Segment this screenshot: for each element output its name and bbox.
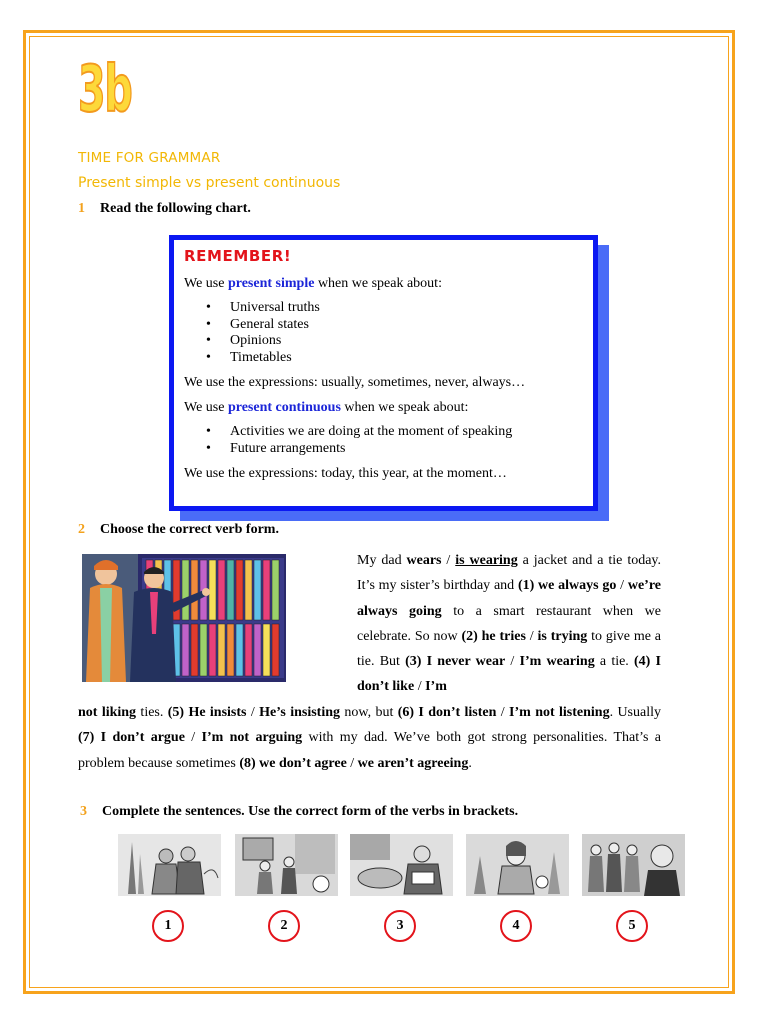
picture-number-2: 2 bbox=[268, 910, 300, 942]
exercise-2-text-bottom: not liking ties. (5) He insists / He’s insisting now, but (6) I don’t listen / I’m not listening. Usually (7) I don’t argue / I’m not arguing with my dad. We’ve both got strong personalities. That’s a problem because sometimes (8) we don’t agree / we aren’t agreeing. bbox=[78, 705, 662, 771]
option-5b[interactable]: He’s insisting bbox=[259, 705, 341, 720]
continuous-expressions: We use the expressions: today, this year, at the moment… bbox=[184, 466, 507, 481]
list-item: • Opinions bbox=[230, 333, 583, 350]
continuous-intro: We use present continuous when we speak about: bbox=[184, 400, 469, 415]
option-7a[interactable]: (7) I don’t argue bbox=[78, 730, 185, 746]
option-1b[interactable]: we’re always going bbox=[357, 578, 662, 619]
option-8a[interactable]: (8) we don’t agree bbox=[239, 755, 347, 771]
option-6a[interactable]: (6) I don’t listen bbox=[397, 705, 497, 720]
task-2-instruction: Choose the correct verb form. bbox=[100, 522, 279, 537]
option-wears[interactable]: wears bbox=[406, 553, 442, 568]
simple-intro: We use present simple when we speak about: bbox=[184, 276, 442, 291]
remember-box bbox=[169, 235, 598, 511]
picture-3-reading-man bbox=[350, 834, 453, 896]
picture-4-lab-girl bbox=[466, 834, 569, 896]
list-item: • General states bbox=[230, 317, 583, 334]
task-2-number: 2 bbox=[78, 522, 85, 537]
simple-uses-list bbox=[184, 300, 583, 366]
picture-1-paris-couple bbox=[118, 834, 221, 896]
simple-expressions: We use the expressions: usually, sometimes, never, always… bbox=[184, 375, 526, 390]
option-3a[interactable]: (3) I never wear bbox=[405, 654, 506, 670]
continuous-term: present continuous bbox=[227, 400, 341, 415]
option-4b-part2[interactable]: not liking bbox=[78, 705, 137, 720]
task-3-instruction: Complete the sentences. Use the correct form of the verbs in brackets. bbox=[102, 804, 519, 819]
picture-number-4: 4 bbox=[500, 910, 532, 942]
remember-title: REMEMBER! bbox=[184, 247, 292, 265]
task-2 bbox=[78, 522, 279, 538]
list-item: • Activities we are doing at the moment of speaking bbox=[230, 424, 583, 441]
section-heading: TIME FOR GRAMMAR bbox=[78, 150, 221, 166]
exercise-2-text-top: My dad wears / is wearing a jacket and a tie today. It’s my sister’s birthday and (1) we always go / we’re always going to a smart restaurant when we celebrate. So now (2) he tries / is trying to give me a tie. But (3) I never wear / I’m wearing a tie. (4) I don’t like / I’m bbox=[357, 553, 662, 695]
task-3-number: 3 bbox=[80, 804, 87, 819]
option-6b[interactable]: I’m not listening bbox=[509, 705, 610, 720]
list-item: • Future arrangements bbox=[230, 441, 583, 458]
list-item: • Universal truths bbox=[230, 300, 583, 317]
option-2a[interactable]: (2) he tries bbox=[461, 628, 526, 644]
option-4b-part1[interactable]: I’m bbox=[425, 679, 447, 695]
task-3 bbox=[80, 804, 518, 820]
option-5a[interactable]: (5) He insists bbox=[167, 705, 247, 720]
picture-number-1: 1 bbox=[152, 910, 184, 942]
option-1a[interactable]: (1) we always go bbox=[517, 578, 617, 594]
option-2b[interactable]: is trying bbox=[537, 628, 588, 644]
option-7b[interactable]: I’m not arguing bbox=[201, 730, 303, 746]
list-item: • Timetables bbox=[230, 350, 583, 367]
task-1-instruction: Read the following chart. bbox=[100, 201, 251, 216]
section-subheading: Present simple vs present continuous bbox=[78, 175, 341, 191]
picture-5-people-group bbox=[582, 834, 685, 896]
task-1 bbox=[78, 201, 251, 217]
option-4a[interactable]: (4) I don’t like bbox=[357, 654, 661, 695]
simple-term: present simple bbox=[227, 276, 315, 291]
option-8b[interactable]: we aren’t agreeing bbox=[357, 755, 469, 771]
picture-number-3: 3 bbox=[384, 910, 416, 942]
picture-number-5: 5 bbox=[616, 910, 648, 942]
task-1-number: 1 bbox=[78, 201, 85, 216]
continuous-uses-list bbox=[184, 424, 583, 457]
unit-label: 3b bbox=[78, 53, 132, 127]
option-3b[interactable]: I’m wearing bbox=[519, 654, 595, 670]
option-is-wearing[interactable]: is wearing bbox=[455, 553, 518, 568]
picture-2-street-walkers bbox=[235, 834, 338, 896]
ties-shop-illustration bbox=[82, 554, 286, 682]
